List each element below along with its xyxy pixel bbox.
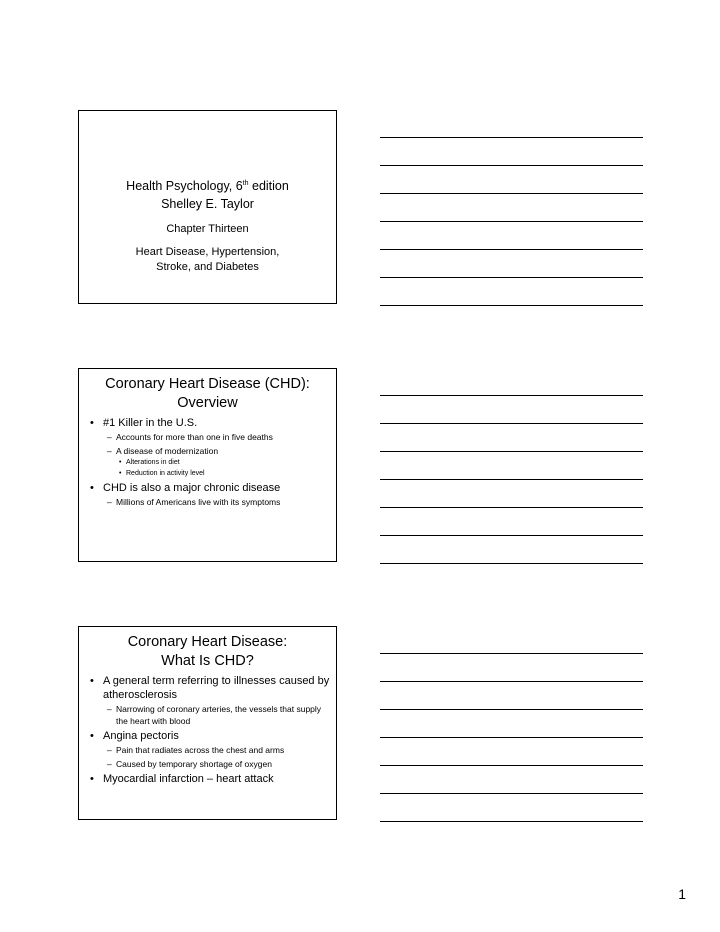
note-line: [380, 451, 643, 452]
slide-1: [78, 110, 337, 304]
sub-bullet: – Pain that radiates across the chest and arms: [107, 745, 285, 755]
note-line: [380, 305, 643, 306]
sub-bullet: – A disease of modernization: [107, 445, 219, 456]
author: Shelley E. Taylor: [161, 197, 254, 211]
slide-2-title: Coronary Heart Disease (CHD): Overview: [105, 376, 310, 411]
note-line: [380, 507, 643, 508]
sub-bullet: – Narrowing of coronary arteries, the vessels that supply the heart with blood: [107, 704, 322, 726]
note-line: [380, 563, 643, 564]
sub-bullet: – Caused by temporary shortage of oxygen: [107, 758, 272, 769]
note-line: [380, 821, 643, 822]
slide-3: [78, 626, 337, 820]
note-line: [380, 249, 643, 250]
bullet: • #1 Killer in the U.S.: [79, 416, 336, 430]
note-line: [380, 165, 643, 166]
note-line: [380, 793, 643, 794]
note-line: [380, 737, 643, 738]
note-line: [380, 423, 643, 424]
chapter-title-line-2: Stroke, and Diabetes: [156, 261, 259, 273]
chapter-block: [79, 222, 336, 276]
note-line: [380, 535, 643, 536]
slide-3-bullets: [79, 674, 336, 786]
note-line: [380, 137, 643, 138]
chapter-label: Chapter Thirteen: [166, 223, 249, 235]
note-line: [380, 395, 643, 396]
slide-1-title: [79, 177, 336, 213]
book-title: Health Psychology, 6th edition: [126, 179, 289, 193]
note-line: [380, 653, 643, 654]
note-line: [380, 277, 643, 278]
note-line: [380, 193, 643, 194]
sub-sub-bullet: • Alterations in diet: [79, 458, 336, 468]
bullet: • CHD is also a major chronic disease: [79, 481, 336, 495]
page-number: 1: [678, 886, 686, 902]
slide-2-bullets: [79, 416, 336, 509]
bullet: • Angina pectoris: [79, 729, 336, 743]
chapter-title-line-1: Heart Disease, Hypertension,: [135, 245, 280, 258]
sub-bullet: – Millions of Americans live with its symptoms: [107, 497, 281, 507]
slide-3-title: Coronary Heart Disease: What Is CHD?: [127, 634, 288, 669]
slide-2: [78, 368, 337, 562]
note-line: [380, 221, 643, 222]
note-line: [380, 681, 643, 682]
note-line: [380, 479, 643, 480]
sub-sub-bullet: • Reduction in activity level: [79, 469, 336, 479]
sub-bullet: – Accounts for more than one in five deaths: [107, 432, 273, 442]
note-line: [380, 709, 643, 710]
bullet: • Myocardial infarction – heart attack: [79, 772, 336, 786]
note-line: [380, 765, 643, 766]
bullet: • A general term referring to illnesses caused by atherosclerosis: [79, 674, 336, 702]
